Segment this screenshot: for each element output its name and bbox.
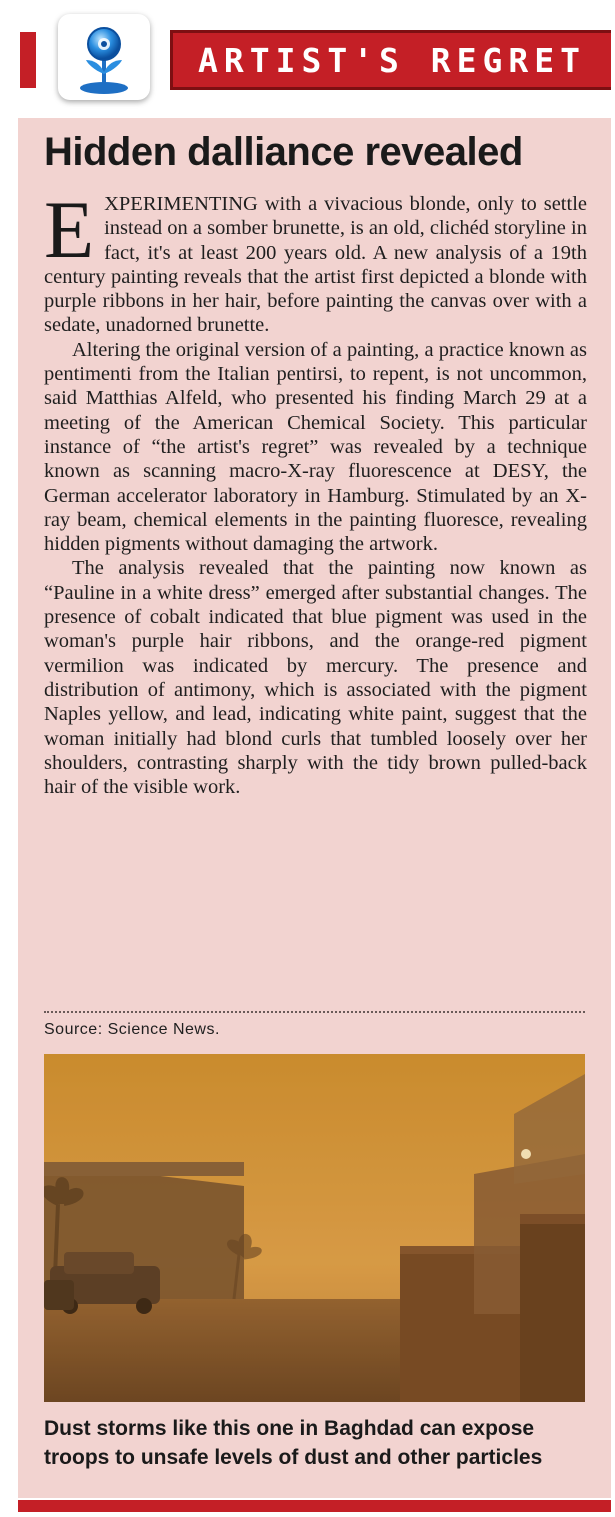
footer-bar — [18, 1500, 611, 1512]
accent-bar — [20, 32, 36, 88]
paragraph-3: The analysis revealed that the painting now known as “Pauline in a white dress” emerged after substantial changes. The presence of cobalt indicated that blue pigment was used in the woman's purple hair ribbons, and the orange-red pigment vermilion was indicated by mercury. The presence and distribution of antimony, which is associated with the pigment Naples yellow, and lead, indicating white paint, suggest that the woman initially had blond curls that tumbled loosely over her shoulders, contrasting sharply with the tidy brown pulled-back hair of the visible work. — [44, 557, 587, 799]
source-credit: Source: Science News. — [44, 1021, 220, 1038]
article-body — [44, 184, 587, 799]
paragraph-1 — [44, 184, 587, 338]
section-logo — [58, 14, 150, 100]
photo-caption: Dust storms like this one in Baghdad can expose troops to unsafe levels of dust and other particles — [44, 1417, 543, 1469]
paragraph-1-text: XPERIMENTING with a vivacious blonde, only to settle instead on a somber brunette, is an old, clichéd storyline in fact, it's at least 200 years old. A new analysis of a 19th century painting reveals that the artist first depicted a blonde with purple ribbons in her hair, before painting the canvas over with a sedate, unadorned brunette. — [44, 193, 587, 337]
section-title-bar — [170, 30, 611, 90]
dotted-divider — [44, 1011, 585, 1013]
section-title: ARTIST'S REGRET — [197, 40, 586, 80]
drop-cap: E — [44, 184, 95, 275]
section-header — [0, 0, 615, 112]
paragraph-2: Altering the original version of a painting, a practice known as pentimenti from the Italian pentirsi, to repent, is not uncommon, said Matthias Alfeld, who presented his finding March 29 at a meeting of the American Chemical Society. This particular instance of “the artist's regret” was revealed by a technique known as scanning macro-X-ray fluorescence at DESY, the German accelerator laboratory in Hamburg. Stimulated by an X-ray beam, chemical elements in the painting fluoresce, revealing hidden pigments without damaging the artwork. — [44, 338, 587, 556]
dust-storm-photo — [44, 1054, 585, 1402]
article-headline: Hidden dalliance revealed — [44, 130, 523, 174]
flask-plant-icon — [58, 14, 150, 100]
